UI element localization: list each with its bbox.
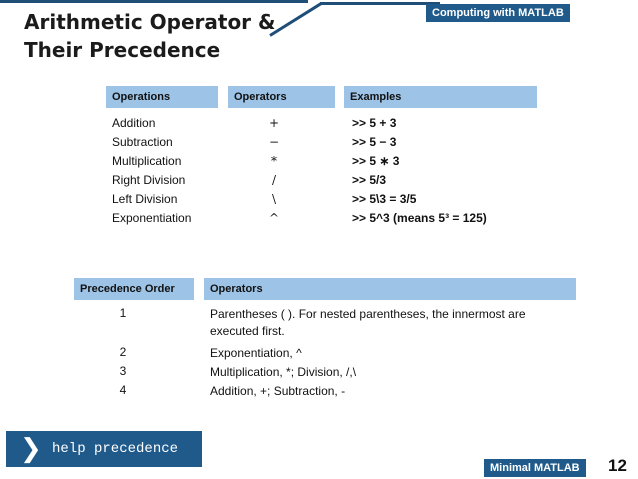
- operation-name: Left Division: [112, 192, 178, 206]
- operation-name: Subtraction: [112, 135, 173, 149]
- header-operations: Operations: [106, 86, 218, 108]
- operator-symbol: +: [268, 116, 280, 130]
- decorative-line-2: [320, 2, 440, 5]
- example-command: >> 5^3 (means 5³ = 125): [352, 211, 487, 225]
- operator-symbol: −: [268, 135, 280, 149]
- operation-name: Multiplication: [112, 154, 182, 168]
- example-command: >> 5/3: [352, 173, 387, 187]
- precedence-operators: Parentheses ( ). For nested parentheses, the innermost are executed first.: [210, 307, 526, 338]
- example-command: >> 5 + 3: [352, 116, 397, 130]
- title-line-1: Arithmetic Operator &: [24, 10, 276, 34]
- precedence-order: 4: [119, 383, 127, 397]
- precedence-operators: Exponentiation, ^: [210, 346, 302, 360]
- help-command-box[interactable]: [6, 431, 202, 467]
- operation-name: Addition: [112, 116, 156, 130]
- footer-badge: Minimal MATLAB: [484, 459, 586, 477]
- help-command-text: help precedence: [52, 441, 179, 457]
- operations-column: [112, 114, 191, 228]
- operator-symbol: *: [271, 154, 277, 168]
- header-precedence-order: Precedence Order: [74, 278, 194, 300]
- operation-name: Exponentiation: [112, 211, 192, 225]
- operators-column: [244, 114, 304, 228]
- precedence-order: 3: [119, 364, 127, 378]
- course-badge: Computing with MATLAB: [426, 4, 570, 22]
- precedence-order: 1: [119, 306, 127, 320]
- top-accent-line: [0, 0, 308, 3]
- decorative-line-1: [269, 2, 321, 36]
- operator-symbol: \: [271, 192, 277, 206]
- precedence-operators: Multiplication, *; Division, /,\: [210, 365, 357, 379]
- example-command: >> 5 ∗ 3: [352, 154, 400, 168]
- example-command: >> 5 − 3: [352, 135, 397, 149]
- operator-symbol: ^: [268, 211, 280, 225]
- header-operators: Operators: [228, 86, 335, 108]
- precedence-order: 2: [119, 345, 127, 359]
- title-line-2: Their Precedence: [24, 38, 221, 62]
- slide-title: [24, 8, 275, 64]
- header-precedence-operators: Operators: [204, 278, 576, 300]
- operation-name: Right Division: [112, 173, 186, 187]
- header-examples: Examples: [344, 86, 537, 108]
- examples-column: [352, 114, 487, 228]
- page-number: 12: [608, 456, 627, 475]
- operator-symbol: /: [271, 173, 277, 187]
- example-command: >> 5\3 = 3/5: [352, 192, 417, 206]
- precedence-operators: Addition, +; Subtraction, -: [210, 384, 346, 398]
- chevron-right-icon: ❯: [20, 434, 42, 464]
